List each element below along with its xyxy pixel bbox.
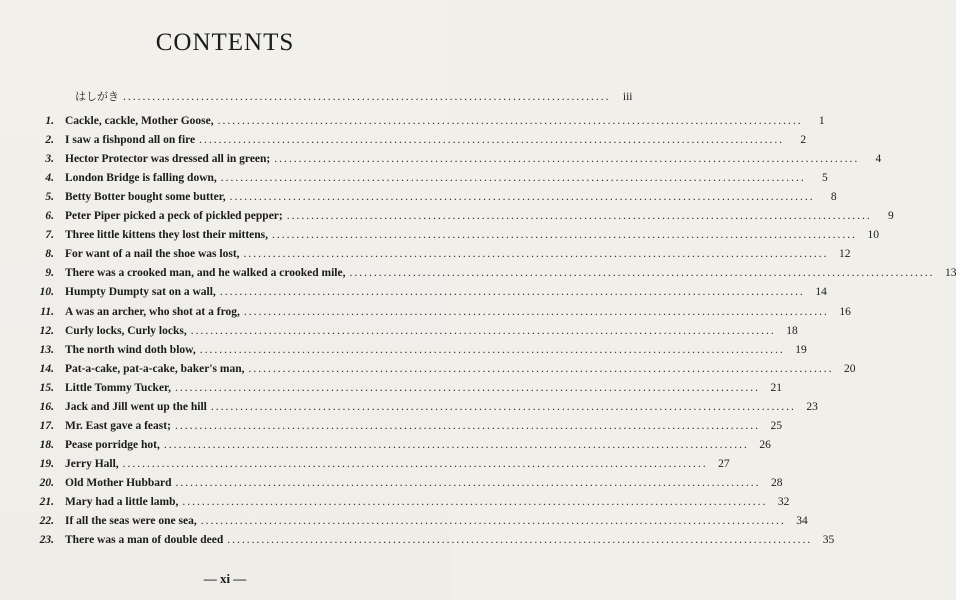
dot-leader: ........................................................................................................................ xyxy=(217,115,803,127)
entry-number: 21. xyxy=(39,496,54,508)
toc-entry xyxy=(32,457,730,476)
dot-leader: ........................................................................................................................ xyxy=(199,134,785,147)
entry-title: Pease porridge hot, xyxy=(65,438,160,451)
dot-leader: ........................................................................................................................ xyxy=(200,515,786,528)
entry-number: 15. xyxy=(39,381,54,394)
preface-page-number: iii xyxy=(622,91,633,103)
entry-title: Humpty Dumpty sat on a wall, xyxy=(65,286,216,299)
entry-title: Three little kittens they lost their mittens, xyxy=(65,229,269,242)
dot-leader: ........................................................................................................................ xyxy=(349,267,935,280)
entry-title: Peter Piper picked a peck of pickled pepper; xyxy=(65,210,283,223)
toc-entry xyxy=(32,210,894,228)
entry-page-number: 4 xyxy=(875,153,882,166)
entry-number: 14. xyxy=(39,362,54,375)
entry-number: 13. xyxy=(39,343,54,356)
toc-entry xyxy=(32,153,882,171)
entry-title: For want of a nail the shoe was lost, xyxy=(65,248,240,261)
entry-page-number: 1 xyxy=(818,115,825,127)
entry-page-number: 32 xyxy=(777,496,790,508)
toc-entry xyxy=(32,476,783,495)
dot-leader: ........................................................................................................................ xyxy=(174,419,760,432)
entry-number: 2. xyxy=(45,134,54,147)
entry-number: 9. xyxy=(45,267,54,280)
entry-title: I saw a fishpond all on fire xyxy=(65,134,196,147)
dot-leader: ........................................................................................................................ xyxy=(219,286,805,299)
entry-number: 10. xyxy=(39,286,54,299)
toc-entry xyxy=(32,324,798,343)
entry-number: 17. xyxy=(39,419,54,432)
page-title: CONTENTS xyxy=(155,29,295,56)
entry-title: The north wind doth blow, xyxy=(65,343,196,356)
toc-entry xyxy=(32,343,807,362)
entry-page-number: 10 xyxy=(867,229,880,242)
dot-leader: ........................................................................................................................ xyxy=(274,153,860,166)
entry-title: Pat-a-cake, pat-a-cake, baker's man, xyxy=(65,362,245,375)
dot-leader: ........................................................................................................................ xyxy=(272,229,858,242)
toc-entry xyxy=(32,381,782,400)
entry-page-number: 27 xyxy=(718,457,730,470)
entry-page-number: 20 xyxy=(844,362,856,375)
entry-title: There was a man of double deed xyxy=(65,534,224,547)
entry-number: 3. xyxy=(45,153,54,166)
page-folio: — xi — xyxy=(203,571,247,586)
entry-number: 23. xyxy=(39,534,54,547)
toc-entry xyxy=(32,286,827,304)
toc-entry xyxy=(32,400,818,419)
entry-page-number: 12 xyxy=(839,248,851,261)
entry-title: Curly locks, Curly locks, xyxy=(65,324,187,337)
entry-title: Betty Botter bought some butter, xyxy=(65,191,226,204)
dot-leader: ........................................................................................................................ xyxy=(210,400,796,413)
toc-entry xyxy=(32,172,828,190)
entry-number: 1. xyxy=(45,115,54,127)
dot-leader: ........................................................................................................................ xyxy=(122,457,708,470)
toc-entry xyxy=(32,419,782,438)
toc-entry xyxy=(32,248,851,266)
entry-title: Old Mother Hubbard xyxy=(65,476,172,489)
toc-entry xyxy=(32,305,851,324)
entry-page-number: 5 xyxy=(822,172,828,185)
entry-title: Jerry Hall, xyxy=(65,457,119,470)
entry-number: 7. xyxy=(45,229,54,242)
dot-leader: ........................................................................................................................ xyxy=(243,305,829,318)
dot-leader: ........................................................................................................................ xyxy=(182,496,768,508)
entry-number: 8. xyxy=(45,248,54,261)
entry-number: 6. xyxy=(45,210,54,223)
preface-entry xyxy=(75,88,633,106)
dot-leader: ........................................................................................................................ xyxy=(190,324,776,337)
entry-page-number: 34 xyxy=(796,515,808,528)
entry-page-number: 8 xyxy=(830,191,837,204)
entry-title: Jack and Jill went up the hill xyxy=(65,400,207,413)
entry-title: Little Tommy Tucker, xyxy=(65,381,171,394)
entry-title: Cackle, cackle, Mother Goose, xyxy=(65,115,214,127)
entry-title: Mary had a little lamb, xyxy=(65,496,179,508)
entry-page-number: 26 xyxy=(759,438,771,451)
dot-leader: ........................................................................................................................ xyxy=(243,248,829,261)
entry-title: Mr. East gave a feast; xyxy=(65,419,171,432)
entry-page-number: 35 xyxy=(822,534,835,547)
entry-page-number: 13 xyxy=(944,267,956,280)
entry-number: 20. xyxy=(39,476,54,489)
entry-page-number: 28 xyxy=(771,476,783,489)
entry-title: A was an archer, who shot at a frog, xyxy=(65,305,240,318)
toc-entry xyxy=(32,115,825,133)
entry-number: 16. xyxy=(39,400,54,413)
entry-number: 18. xyxy=(39,438,54,451)
toc-entry xyxy=(32,515,808,533)
dot-leader: ........................................................................................................................ xyxy=(174,381,760,394)
toc-entry xyxy=(32,438,771,457)
entry-number: 22. xyxy=(39,515,54,528)
entry-number: 5. xyxy=(45,191,54,204)
entry-page-number: 14 xyxy=(815,286,827,299)
entry-title: If all the seas were one sea, xyxy=(65,515,197,528)
dot-leader: ........................................................................................................................ xyxy=(175,476,761,489)
entry-page-number: 16 xyxy=(839,305,851,318)
preface-label: はしがき xyxy=(75,90,119,103)
dot-leader: ........................................................................................................................ xyxy=(248,362,834,375)
entry-number: 12. xyxy=(39,324,54,337)
dot-leader: ........................................................................................................................ xyxy=(229,191,815,204)
entry-page-number: 19 xyxy=(795,343,807,356)
toc-entry xyxy=(32,267,956,285)
entry-page-number: 21 xyxy=(770,381,782,394)
dot-leader: ........................................................................................................................ xyxy=(163,438,749,451)
entry-title: London Bridge is falling down, xyxy=(65,172,217,185)
toc-entry xyxy=(32,229,880,247)
toc-entry xyxy=(32,134,807,152)
entry-number: 4. xyxy=(45,172,54,185)
entry-title: There was a crooked man, and he walked a crooked mile, xyxy=(65,267,346,280)
entry-page-number: 18 xyxy=(786,324,798,337)
toc-entry xyxy=(32,496,790,514)
entry-page-number: 9 xyxy=(888,210,894,223)
dot-leader: ........................................................................................................................ xyxy=(199,343,785,356)
entry-number: 11. xyxy=(40,305,54,318)
dot-leader: .................................................................................................... xyxy=(123,91,611,103)
entry-page-number: 2 xyxy=(800,134,807,147)
dot-leader: ........................................................................................................................ xyxy=(227,534,813,547)
entry-page-number: 25 xyxy=(770,419,782,432)
entry-title: Hector Protector was dressed all in green; xyxy=(65,153,271,166)
toc-entry xyxy=(32,534,835,552)
dot-leader: ........................................................................................................................ xyxy=(220,172,806,185)
toc-entry xyxy=(32,191,837,209)
dot-leader: ........................................................................................................................ xyxy=(286,210,872,223)
entry-page-number: 23 xyxy=(806,400,818,413)
toc-entry xyxy=(32,362,856,381)
entry-number: 19. xyxy=(39,457,54,470)
